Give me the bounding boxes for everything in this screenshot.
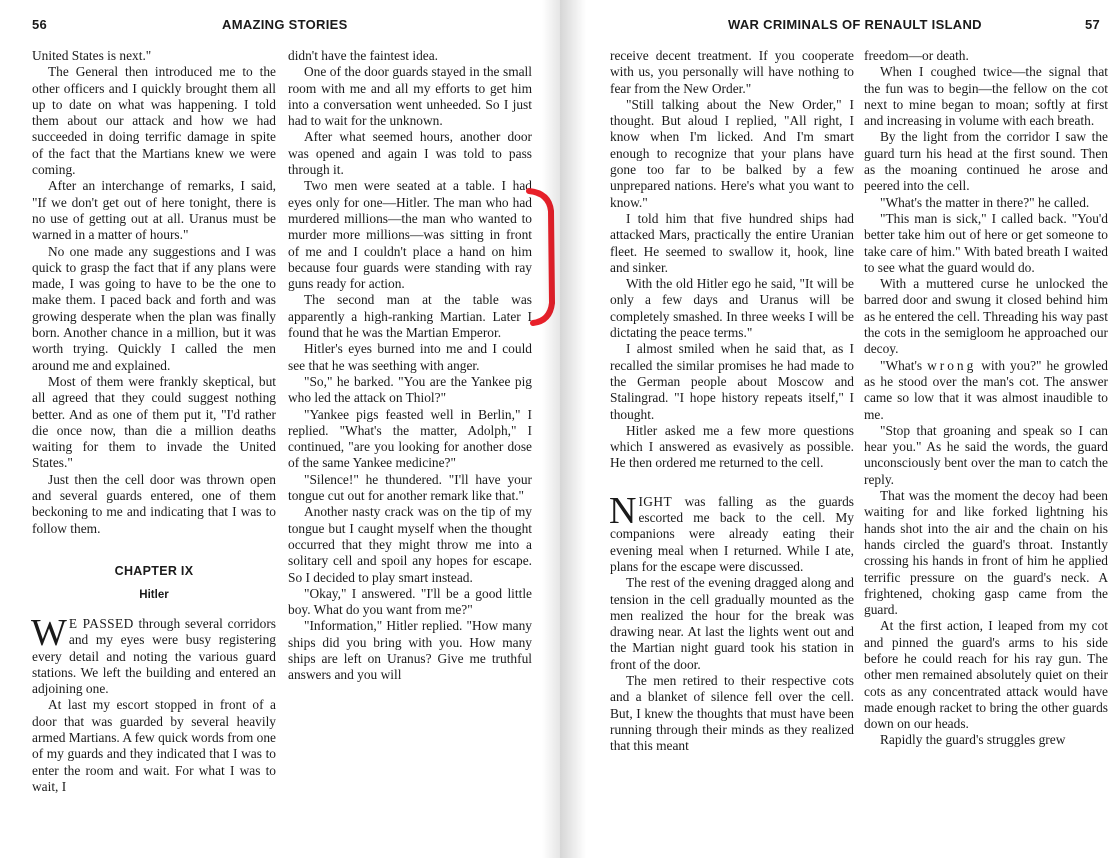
paragraph: After an interchange of remarks, I said, "If we don't get out of here tonight, there is no use of getting out at all. Uranus must be warned in a matter of hours." — [32, 178, 276, 243]
paragraph: "Silence!" he thundered. "I'll have your tongue cut out for another remark like that." — [288, 471, 532, 504]
paragraph: "Stop that groaning and speak so I can hear you." As he said the words, the guard unconsciously bent over the man to catch the reply. — [864, 422, 1108, 487]
left-page-column-1 — [32, 48, 276, 795]
paragraph: The rest of the evening dragged along and tension in the cell gradually mounted as the men realized the hour for the break was drawing near. At last the lights went out and the Martian night guard took his station in front of the door. — [610, 575, 854, 672]
paragraph: One of the door guards stayed in the small room with me and all my efforts to get him into a conversation went unheeded. So I just had to wait for the unknown. — [288, 64, 532, 129]
paragraph: "What's the matter in there?" he called. — [880, 194, 1090, 210]
paragraph: United States is next." — [32, 48, 152, 63]
paragraph: Most of them were frankly skeptical, but all agreed that they could suggest nothing better. And as one of them put it, "I'd rather die once now, than die a million deaths waiting for them to invade the United States." — [32, 373, 276, 471]
paragraph: "This man is sick," I called back. "You'd better take him out of here or get someone to take care of him." With bated breath I waited to see what the guard would do. — [864, 210, 1108, 275]
paragraph: Hitler's eyes burned into me and I could see that he was seething with anger. — [288, 341, 532, 373]
paragraph: That was the moment the decoy had been waiting for and like forked lightning his hands shot into the air and the chain on his hands circled the guard's throat. Instantly crossing his hands in front of him he applied terrific pressure on the guard's neck. A frightened, choking gasp came from the guard. — [864, 488, 1108, 618]
paragraph — [864, 358, 1108, 423]
paragraph: "Okay," I answered. "I'll be a good little boy. What do you want from me?" — [288, 585, 532, 618]
paragraph: Just then the cell door was thrown open and several guards entered, one of them beckoning to me and indicating that I was to follow them. — [32, 471, 276, 536]
paragraph: I told him that five hundred ships had attacked Mars, practically the entire Uranian fleet. He seemed to swallow it, hook, line and sinker. — [610, 210, 854, 275]
chapter-heading: CHAPTER IX — [114, 563, 194, 578]
dropcap-paragraph — [31, 611, 276, 697]
paragraph: When I coughed twice—the signal that the fun was to begin—the fellow on the cot next to mine began to moan; softly at first and increasing in volume with each breath. — [864, 64, 1108, 129]
paragraph: "So," he barked. "You are the Yankee pig who led the attack on Thiol?" — [288, 373, 532, 406]
page-number-right: 57 — [1085, 17, 1101, 32]
left-page-column-2 — [288, 48, 532, 684]
drop-cap-letter: W — [31, 611, 67, 654]
right-page-column-2 — [864, 48, 1108, 749]
red-bracket-annotation — [521, 187, 561, 327]
paragraph: "Yankee pigs feasted well in Berlin," I replied. "What's the matter, Adolph," I continued, "are you looking for another dose of the same Yankee medicine?" — [288, 406, 532, 471]
paragraph: Rapidly the guard's struggles grew — [880, 732, 1066, 748]
paragraph: By the light from the corridor I saw the guard turn his head at the first sound. Then as the moaning continued he arose and peered into the cell. — [864, 129, 1108, 194]
drop-cap-letter: N — [609, 489, 637, 532]
paragraph: After what seemed hours, another door was opened and again I was told to pass through it. — [288, 129, 532, 178]
paragraph: I almost smiled when he said that, as I recalled the similar promises he had made to the German people about Moscow and Stalingrad. "I hope history repeats itself," I thought. — [610, 341, 854, 422]
paragraph: With the old Hitler ego he said, "It will be only a few days and Uranus will be completely smashed. In three weeks I will be dictating the peace terms." — [610, 276, 854, 341]
paragraph: At the first action, I leaped from my cot and pinned the guard's arms to his side before he could reach for his ray gun. The other men remained absolutely quiet on their cots as any concentrated attack would have made enough racket to bring the other guards down on our heads. — [864, 618, 1108, 732]
spaced-word: wrong — [927, 357, 977, 373]
running-head-left: AMAZING STORIES — [222, 17, 348, 32]
paragraph: The second man at the table was apparently a high-ranking Martian. Later I found that he was the Martian Emperor. — [288, 292, 532, 341]
highlighted-paragraph: Two men were seated at a table. I had eyes only for one—Hitler. The man who had murdered millions—the man who wanted to murder more millions—was sitting in front of me and I couldn't place a hand on him because four guards were standing with ray guns ready for action. — [288, 178, 532, 292]
paragraph: Another nasty crack was on the tip of my tongue but I caught myself when the thought occurred that they might throw me into a solitary cell and spoil any hopes for escape. So I decided to play smart instead. — [288, 504, 532, 585]
paragraph-text: through several corridors and my eyes were busy registering every detail and noting the various guard stations. We left the building and entered an adjoining one. — [32, 615, 276, 697]
paragraph: At last my escort stopped in front of a door that was guarded by several heavily armed Martians. A few quick words from one of my guards and they indicated that I was to enter the room and wait. For what I was to wait, I — [32, 697, 276, 794]
paragraph: freedom—or death. — [864, 48, 969, 63]
paragraph: receive decent treatment. If you cooperate with us, you personally will have nothing to fear from the New Order." — [610, 48, 854, 96]
running-head-right: WAR CRIMINALS OF RENAULT ISLAND — [728, 17, 982, 32]
paragraph: "Still talking about the New Order," I thought. But aloud I replied, "All right, I know when I'm licked. And I'm smart enough to recognize that your plans have gone too far to be balked by a few unprepared nations. Here's what you want to know." — [610, 96, 854, 210]
right-page — [560, 0, 1120, 858]
small-caps-lead: E PASSED — [68, 615, 134, 631]
paragraph-text: "What's — [880, 357, 928, 373]
paragraph: Hitler asked me a few more questions which I answered as evasively as possible. He then ordered me returned to the cell. — [610, 422, 854, 471]
paragraph-text: with you?" he growled as he stood over the man's cot. The answer came so low that it was almost inaudible to me. — [864, 357, 1108, 422]
paragraph-text: was falling as the guards escorted me back to the cell. My companions were already eating their evening meal when I returned. While I ate, plans for the escape were discussed. — [610, 493, 854, 574]
paragraph: The General then introduced me to the other officers and I quickly brought them all up to date on what was happening. I told them about our attack and how we had succeeded in doing terrific damage in spite of the fact that the Martians knew we were coming. — [32, 64, 276, 178]
small-caps-lead: IGHT — [638, 493, 673, 509]
paragraph: With a muttered curse he unlocked the barred door and swung it closed behind him as he entered the cell. Threading his way past the cots in the semigloom he approached our decoy. — [864, 276, 1108, 357]
chapter-title: Hitler — [139, 588, 169, 601]
paragraph: No one made any suggestions and I was quick to grasp the fact that if any plans were made, I was going to have to be the one to make them. I paced back and forth and was growing desperate when the plan was finally born. Another chance in a million, but it was worth trying. Quickly I called the men around me and explained. — [32, 243, 276, 373]
page-number-left: 56 — [32, 17, 48, 32]
dropcap-paragraph — [609, 489, 854, 575]
paragraph: didn't have the faintest idea. — [288, 48, 439, 63]
paragraph: "Information," Hitler replied. "How many ships did you bring with you. How many ships are left on Uranus? Give me truthful answers and you will — [288, 618, 532, 683]
paragraph: The men retired to their respective cots and a blanket of silence fell over the cell. But, I knew the thoughts that must have been running through their minds as they realized that this meant — [610, 672, 854, 754]
right-page-column-1 — [610, 48, 854, 754]
